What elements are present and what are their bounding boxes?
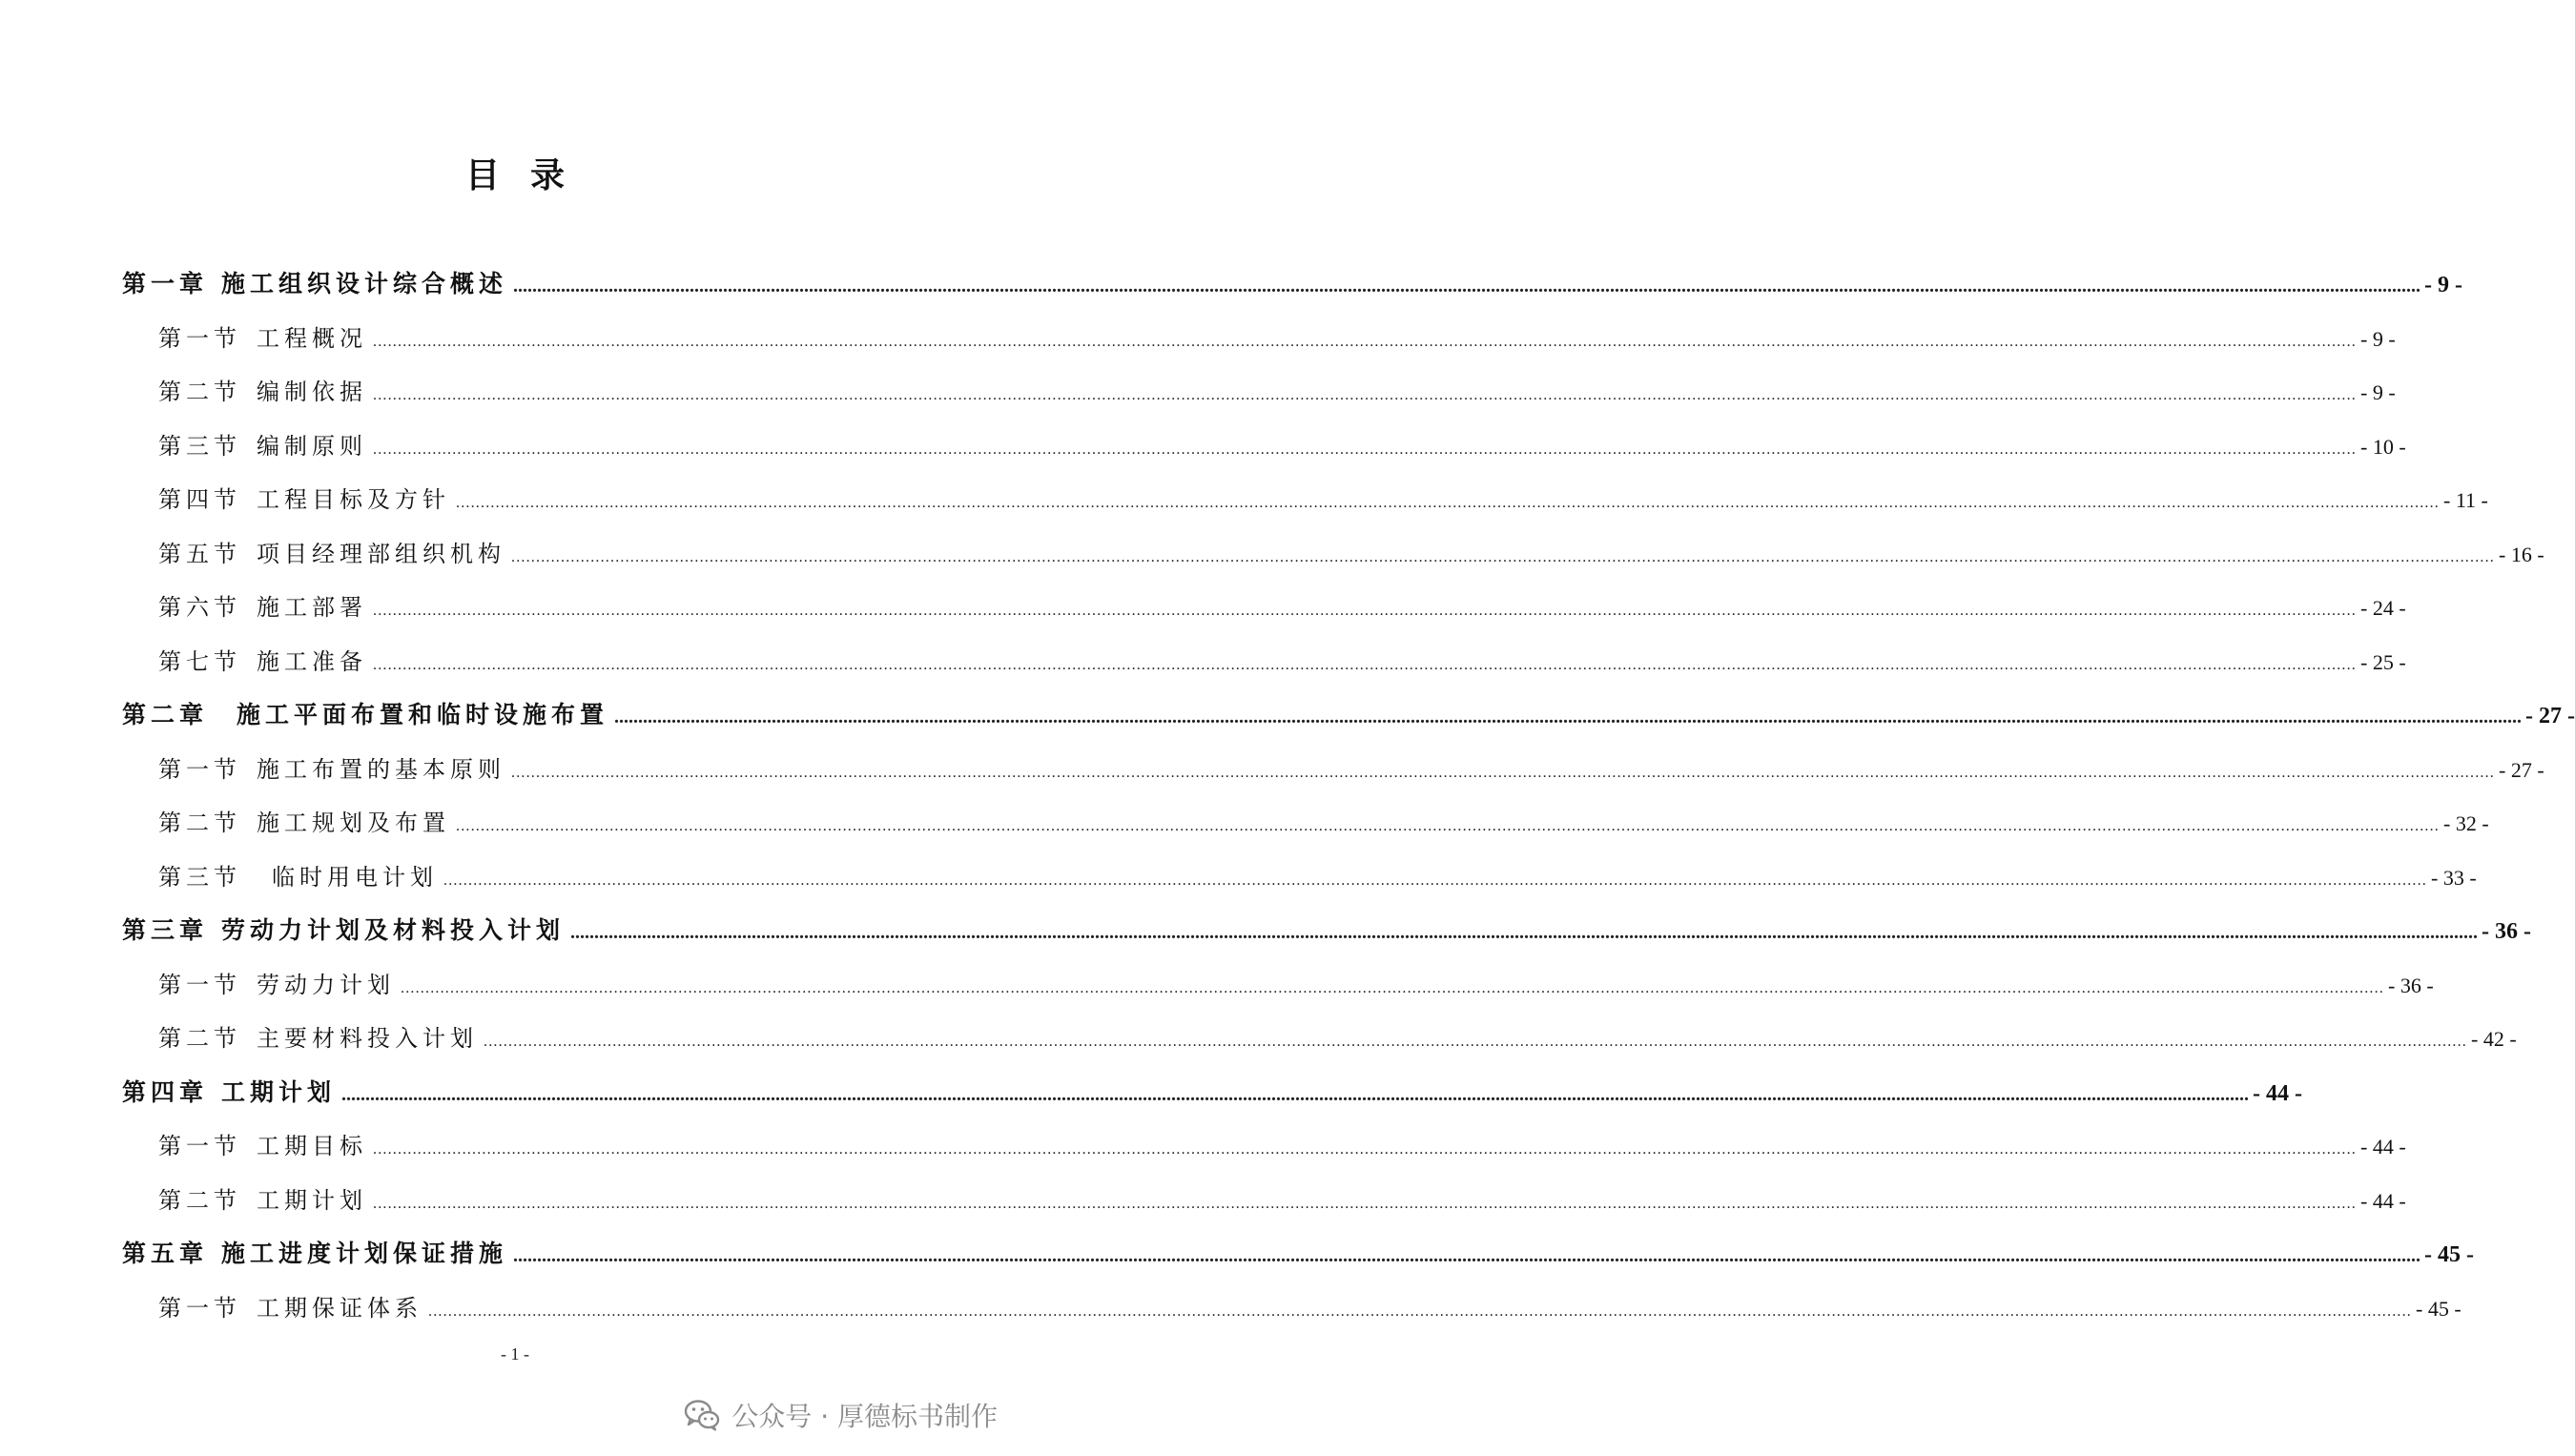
toc-page-ref: - 44 - [2253, 1080, 2303, 1106]
dot-leader: ................................................................................................................................................................................................................................................................................................................................................................................................................ [570, 922, 2479, 943]
toc-page-ref: - 9 - [2360, 380, 2396, 404]
toc-entry-number: 第五节 [158, 540, 241, 567]
dot-leader: ................................................................................................................................................................................................................................................................................................................................................................................................................ [513, 1245, 2421, 1266]
dot-leader: ................................................................................................................................................................................................................................................................................................................................................................................................................ [341, 1083, 2250, 1105]
dot-leader: ................................................................................................................................................................................................................................................................................................................................................................................................................ [373, 656, 2357, 673]
toc-page-ref: - 36 - [2388, 973, 2434, 997]
toc-page-ref: - 44 - [2360, 1135, 2406, 1159]
toc-section-1-6[interactable] [0, 581, 2406, 635]
toc-entry-number: 第一节 [158, 324, 241, 352]
toc-page-ref: - 45 - [2424, 1242, 2475, 1267]
toc-entry-title: 施工进度计划保证措施 [221, 1240, 508, 1267]
dot-leader: ................................................................................................................................................................................................................................................................................................................................................................................................................ [511, 548, 2495, 565]
toc-section-1-7[interactable] [0, 635, 2406, 689]
toc-page-ref: - 44 - [2360, 1188, 2406, 1213]
dot-leader: ................................................................................................................................................................................................................................................................................................................................................................................................................ [373, 1141, 2357, 1158]
toc-chapter-4[interactable] [0, 1066, 2303, 1120]
toc-entry-title: 施工部署 [257, 594, 367, 621]
toc-page-ref: - 9 - [2424, 273, 2463, 297]
toc-entry-title: 施工准备 [257, 647, 367, 675]
toc-page-ref: - 11 - [2443, 488, 2488, 512]
toc-entry-title: 工期计划 [221, 1077, 337, 1106]
toc-entry-title: 编制原则 [257, 432, 367, 460]
toc-page-ref: - 45 - [2416, 1296, 2462, 1321]
toc-entry-number: 第一节 [158, 971, 241, 998]
toc-page-ref: - 9 - [2360, 326, 2396, 351]
watermark [684, 1394, 998, 1436]
toc-entry-number: 第二章 [122, 701, 209, 728]
footer-page-number: - 1 - [501, 1344, 529, 1364]
toc-page-ref: - 36 - [2482, 919, 2532, 944]
dot-leader: ................................................................................................................................................................................................................................................................................................................................................................................................................ [511, 764, 2495, 781]
toc-section-3-1[interactable] [0, 958, 2434, 1013]
toc-entry-title: 工程概况 [257, 324, 367, 352]
toc-section-3-2[interactable] [0, 1012, 2517, 1066]
toc-chapter-3[interactable] [0, 904, 2532, 958]
dot-leader: ................................................................................................................................................................................................................................................................................................................................................................................................................ [373, 387, 2357, 403]
toc-entry-title: 工程目标及方针 [257, 486, 450, 513]
toc-entry-number: 第四章 [122, 1077, 209, 1106]
toc-entry-title: 施工平面布置和临时设施布置 [237, 701, 609, 728]
toc-entry-title: 工期目标 [257, 1133, 367, 1159]
toc-entry-title: 劳动力计划 [257, 971, 395, 998]
toc-entry-number: 第一节 [158, 1294, 241, 1322]
toc-entry-title: 编制依据 [257, 379, 367, 405]
toc-page-ref: - 27 - [2525, 704, 2575, 728]
toc-chapter-2[interactable] [0, 688, 2575, 743]
toc-page-ref: - 16 - [2499, 542, 2544, 566]
toc-entry-number: 第三节 [158, 432, 241, 460]
toc-chapter-5[interactable] [0, 1227, 2475, 1282]
toc-page-ref: - 24 - [2360, 596, 2406, 620]
toc-entry-number: 第二节 [158, 379, 241, 405]
toc-entry-number: 第一节 [158, 1133, 241, 1159]
page-title: 目录 [464, 155, 595, 195]
toc-chapter-1[interactable] [0, 257, 2463, 312]
toc-entry-title: 项目经理部组织机构 [257, 540, 505, 567]
toc-entry-number: 第七节 [158, 647, 241, 675]
toc-section-1-1[interactable] [0, 312, 2396, 366]
toc-page-ref: - 42 - [2471, 1027, 2517, 1051]
toc-entry-title: 施工布置的基本原则 [257, 755, 505, 783]
toc-entry-number: 第一章 [122, 270, 209, 297]
dot-leader: ................................................................................................................................................................................................................................................................................................................................................................................................................ [614, 707, 2523, 728]
toc-entry-title: 施工规划及布置 [257, 810, 450, 836]
toc-entry-number: 第二节 [158, 1186, 241, 1214]
toc-entry-number: 第二节 [158, 810, 241, 836]
dot-leader: ................................................................................................................................................................................................................................................................................................................................................................................................................ [373, 441, 2357, 458]
toc-entry-title: 劳动力计划及材料投入计划 [221, 916, 566, 944]
dot-leader: ................................................................................................................................................................................................................................................................................................................................................................................................................ [484, 1034, 2467, 1050]
toc-entry-number: 第五章 [122, 1240, 209, 1267]
toc-page-ref: - 10 - [2360, 434, 2406, 459]
toc-entry-number: 第三节 [158, 863, 241, 891]
dot-leader: ................................................................................................................................................................................................................................................................................................................................................................................................................ [401, 979, 2384, 996]
dot-leader: ................................................................................................................................................................................................................................................................................................................................................................................................................ [513, 276, 2421, 297]
toc-entry-number: 第二节 [158, 1025, 241, 1052]
toc-page-ref: - 25 - [2360, 649, 2406, 674]
dot-leader: ................................................................................................................................................................................................................................................................................................................................................................................................................ [373, 1195, 2357, 1212]
toc-section-2-1[interactable] [0, 743, 2544, 797]
toc-section-2-2[interactable] [0, 796, 2489, 851]
toc-entry-number: 第一节 [158, 755, 241, 783]
toc-section-1-2[interactable] [0, 365, 2396, 420]
toc-page-ref: - 27 - [2499, 757, 2544, 782]
dot-leader: ................................................................................................................................................................................................................................................................................................................................................................................................................ [456, 818, 2440, 834]
dot-leader: ................................................................................................................................................................................................................................................................................................................................................................................................................ [443, 872, 2427, 889]
dot-leader: ................................................................................................................................................................................................................................................................................................................................................................................................................ [373, 333, 2357, 350]
dot-leader: ................................................................................................................................................................................................................................................................................................................................................................................................................ [456, 495, 2440, 511]
toc-entry-number: 第六节 [158, 594, 241, 621]
dot-leader: ................................................................................................................................................................................................................................................................................................................................................................................................................ [428, 1302, 2412, 1320]
toc-page-ref: - 33 - [2431, 865, 2477, 890]
toc-entry-number: 第四节 [158, 486, 241, 513]
toc-section-1-3[interactable] [0, 420, 2406, 474]
toc-section-1-4[interactable] [0, 473, 2488, 527]
toc-section-4-2[interactable] [0, 1174, 2406, 1228]
toc-entry-title: 工期计划 [257, 1186, 367, 1214]
toc-section-5-1[interactable] [0, 1282, 2462, 1336]
toc-section-1-5[interactable] [0, 527, 2544, 582]
toc-entry-title: 临时用电计划 [272, 863, 438, 891]
watermark-text: 公众号 · 厚德标书制作 [731, 1401, 998, 1432]
toc-section-4-1[interactable] [0, 1119, 2406, 1174]
toc-section-2-3[interactable] [0, 851, 2477, 905]
toc-entry-number: 第三章 [122, 916, 209, 944]
wechat-icon [684, 1399, 720, 1431]
toc-entry-title: 主要材料投入计划 [257, 1025, 478, 1052]
table-of-contents [0, 257, 2575, 1335]
dot-leader: ................................................................................................................................................................................................................................................................................................................................................................................................................ [373, 603, 2357, 619]
toc-page-ref: - 32 - [2443, 811, 2489, 835]
toc-entry-title: 施工组织设计综合概述 [221, 270, 508, 297]
toc-entry-title: 工期保证体系 [257, 1294, 422, 1322]
